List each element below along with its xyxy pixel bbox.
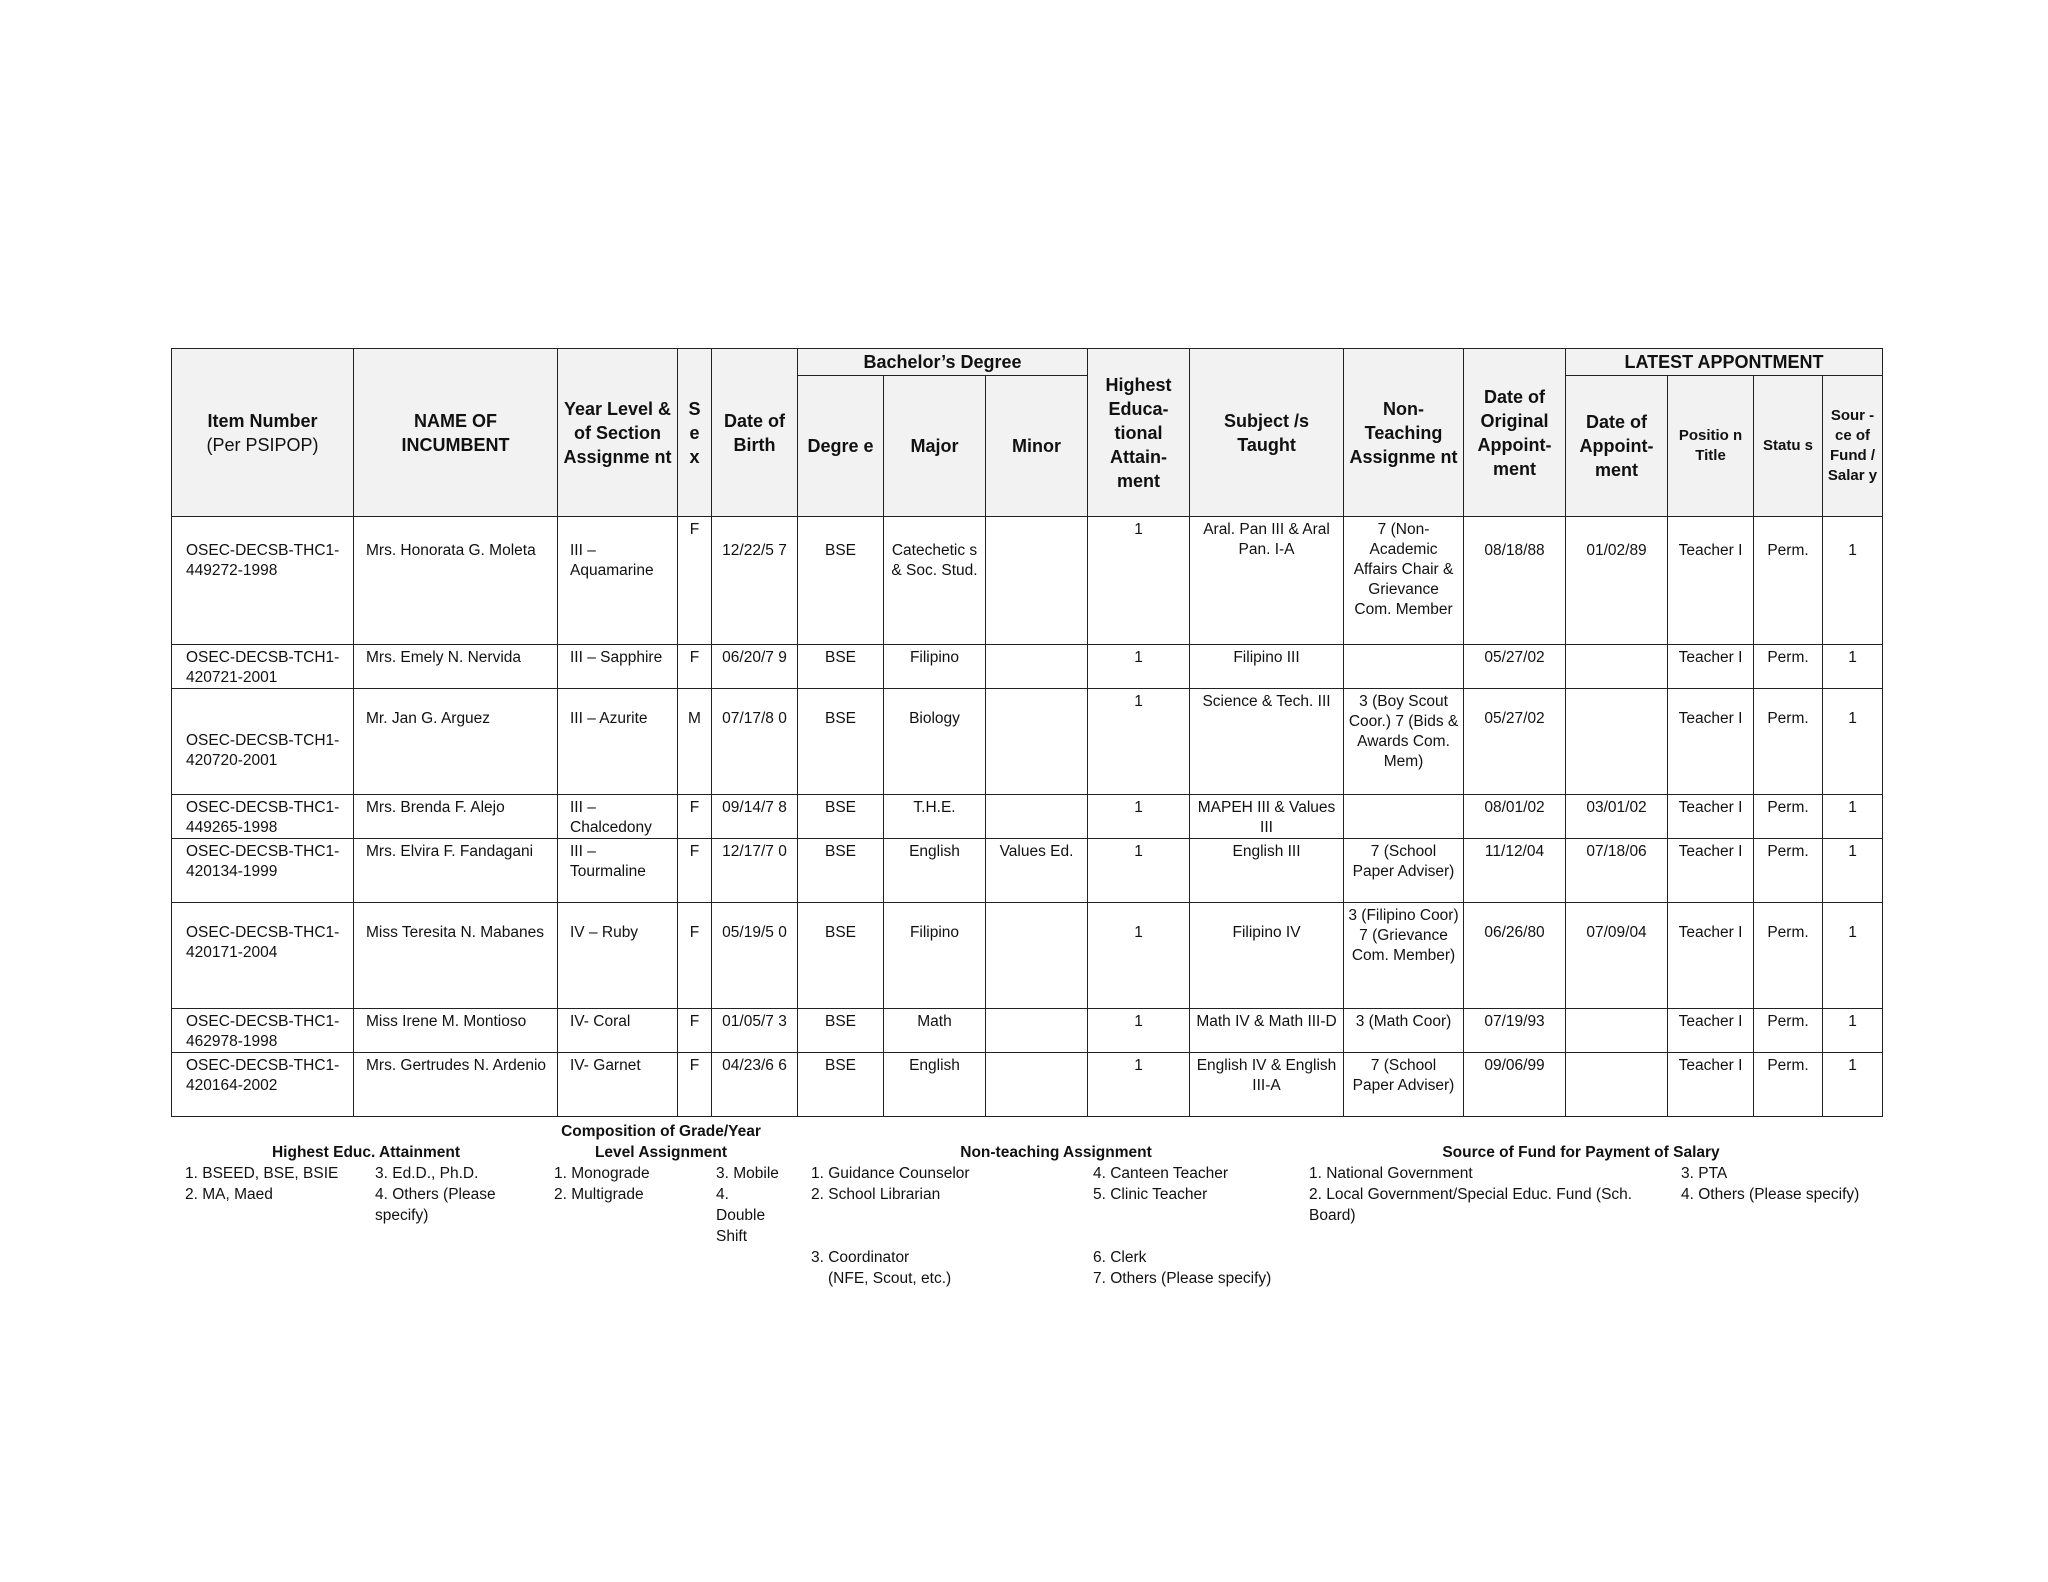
- legend-educ-item: 4. Others (Please specify): [375, 1186, 496, 1224]
- educ-cell: 1: [1088, 689, 1190, 795]
- table-row: [172, 903, 1883, 1009]
- status-cell: Perm.: [1754, 795, 1823, 839]
- item-number-cell: OSEC-DECSB-THC1-420171-2004: [172, 903, 354, 1009]
- fund-cell: 1: [1823, 839, 1883, 903]
- minor-cell: [986, 795, 1088, 839]
- legend-composition-title: Composition of Grade/Year Level Assignment: [561, 1123, 761, 1161]
- header-non-teaching: Non- Teaching Assignme nt: [1344, 349, 1464, 517]
- major-cell: English: [884, 839, 986, 903]
- table-row: [172, 839, 1883, 903]
- position-cell: Teacher I: [1668, 689, 1754, 795]
- status-cell: Perm.: [1754, 1009, 1823, 1053]
- status-cell: Perm.: [1754, 839, 1823, 903]
- status-cell: Perm.: [1754, 517, 1823, 645]
- subjects-cell: Aral. Pan III & Aral Pan. I-A: [1190, 517, 1344, 645]
- original-appointment-cell: 08/18/88: [1464, 517, 1566, 645]
- original-appointment-cell: 05/27/02: [1464, 689, 1566, 795]
- status-cell: Perm.: [1754, 903, 1823, 1009]
- item-number-cell: OSEC-DECSB-THC1-449272-1998: [172, 517, 354, 645]
- legend-nonteaching-item: 2. School Librarian: [811, 1186, 941, 1203]
- table-row: [172, 517, 1883, 645]
- table-header: [172, 349, 1883, 517]
- header-highest-educ: Highest Educa- tional Attain- ment: [1088, 349, 1190, 517]
- legend-fund-item: 1. National Government: [1309, 1165, 1473, 1182]
- item-number-cell: OSEC-DECSB-THC1-420164-2002: [172, 1053, 354, 1117]
- header-year-level: Year Level & of Section Assignme nt: [558, 349, 678, 517]
- nonteaching-cell: 3 (Boy Scout Coor.) 7 (Bids & Awards Com. Mem): [1344, 689, 1464, 795]
- item-number-cell: OSEC-DECSB-THC1-420134-1999: [172, 839, 354, 903]
- degree-cell: BSE: [798, 517, 884, 645]
- educ-cell: 1: [1088, 795, 1190, 839]
- fund-cell: 1: [1823, 903, 1883, 1009]
- position-cell: Teacher I: [1668, 839, 1754, 903]
- legend-nonteaching-title: Non-teaching Assignment: [960, 1144, 1152, 1161]
- dob-cell: 12/17/7 0: [712, 839, 798, 903]
- legend-educ-item: 2. MA, Maed: [185, 1186, 273, 1203]
- subjects-cell: MAPEH III & Values III: [1190, 795, 1344, 839]
- header-major: Major: [884, 376, 986, 517]
- major-cell: T.H.E.: [884, 795, 986, 839]
- appointment-cell: 01/02/89: [1566, 517, 1668, 645]
- year-cell: III – Tourmaline: [558, 839, 678, 903]
- sex-cell: F: [678, 903, 712, 1009]
- degree-cell: BSE: [798, 839, 884, 903]
- educ-cell: 1: [1088, 1009, 1190, 1053]
- legend-educ-item: 1. BSEED, BSE, BSIE: [185, 1165, 339, 1182]
- legend-composition-item: 3. Mobile: [716, 1165, 779, 1182]
- appointment-cell: [1566, 1009, 1668, 1053]
- educ-cell: 1: [1088, 903, 1190, 1009]
- fund-cell: 1: [1823, 517, 1883, 645]
- header-bachelors-degree: Bachelor’s Degree: [798, 349, 1088, 376]
- dob-cell: 06/20/7 9: [712, 645, 798, 689]
- dob-cell: 12/22/5 7: [712, 517, 798, 645]
- table-row: [172, 689, 1883, 795]
- nonteaching-cell: 7 (School Paper Adviser): [1344, 839, 1464, 903]
- position-cell: Teacher I: [1668, 1053, 1754, 1117]
- appointment-cell: 07/09/04: [1566, 903, 1668, 1009]
- major-cell: Biology: [884, 689, 986, 795]
- sex-cell: F: [678, 839, 712, 903]
- minor-cell: [986, 689, 1088, 795]
- name-cell: Mrs. Honorata G. Moleta: [354, 517, 558, 645]
- year-cell: IV- Coral: [558, 1009, 678, 1053]
- nonteaching-cell: 3 (Filipino Coor) 7 (Grievance Com. Member): [1344, 903, 1464, 1009]
- legend-fund-item: 4. Others (Please specify): [1681, 1186, 1860, 1203]
- sex-cell: M: [678, 689, 712, 795]
- year-cell: III – Aquamarine: [558, 517, 678, 645]
- minor-cell: [986, 517, 1088, 645]
- header-degree: Degre e: [798, 376, 884, 517]
- legend-composition-item: 2. Multigrade: [554, 1186, 644, 1203]
- legend-nonteaching-item: 4. Canteen Teacher: [1093, 1165, 1229, 1182]
- status-cell: Perm.: [1754, 1053, 1823, 1117]
- header-date-original: Date of Original Appoint- ment: [1464, 349, 1566, 517]
- legend-composition-item: 1. Monograde: [554, 1165, 650, 1182]
- degree-cell: BSE: [798, 795, 884, 839]
- name-cell: Mrs. Gertrudes N. Ardenio: [354, 1053, 558, 1117]
- dob-cell: 01/05/7 3: [712, 1009, 798, 1053]
- year-cell: IV – Ruby: [558, 903, 678, 1009]
- educ-cell: 1: [1088, 517, 1190, 645]
- legend-nonteaching-item: 6. Clerk: [1093, 1249, 1147, 1266]
- nonteaching-cell: [1344, 645, 1464, 689]
- major-cell: Math: [884, 1009, 986, 1053]
- subjects-cell: English IV & English III-A: [1190, 1053, 1344, 1117]
- year-cell: IV- Garnet: [558, 1053, 678, 1117]
- header-status: Statu s: [1754, 376, 1823, 517]
- header-date-appointment: Date of Appoint- ment: [1566, 376, 1668, 517]
- table-body: [172, 517, 1883, 1117]
- original-appointment-cell: 11/12/04: [1464, 839, 1566, 903]
- legend-educ-title: Highest Educ. Attainment: [271, 1144, 461, 1161]
- legend-nonteaching-item: 7. Others (Please specify): [1093, 1270, 1272, 1287]
- major-cell: English: [884, 1053, 986, 1117]
- table-row: [172, 1009, 1883, 1053]
- header-dob: Date of Birth: [712, 349, 798, 517]
- name-cell: Miss Irene M. Montioso: [354, 1009, 558, 1053]
- appointment-cell: [1566, 645, 1668, 689]
- legend-nonteaching-item: 3. Coordinator: [811, 1249, 910, 1266]
- position-cell: Teacher I: [1668, 517, 1754, 645]
- name-cell: Miss Teresita N. Mabanes: [354, 903, 558, 1009]
- header-source-fund: Sour -ce of Fund / Salar y: [1823, 376, 1883, 517]
- position-cell: Teacher I: [1668, 645, 1754, 689]
- original-appointment-cell: 05/27/02: [1464, 645, 1566, 689]
- dob-cell: 04/23/6 6: [712, 1053, 798, 1117]
- name-cell: Mr. Jan G. Arguez: [354, 689, 558, 795]
- subjects-cell: Filipino IV: [1190, 903, 1344, 1009]
- legend-nonteaching-item: 1. Guidance Counselor: [811, 1165, 970, 1182]
- sex-cell: F: [678, 517, 712, 645]
- major-cell: Filipino: [884, 903, 986, 1009]
- dob-cell: 05/19/5 0: [712, 903, 798, 1009]
- appointment-cell: [1566, 1053, 1668, 1117]
- header-item-number: Item Number (Per PSIPOP): [172, 349, 354, 517]
- nonteaching-cell: 3 (Math Coor): [1344, 1009, 1464, 1053]
- major-cell: Catechetic s & Soc. Stud.: [884, 517, 986, 645]
- degree-cell: BSE: [798, 645, 884, 689]
- header-minor: Minor: [986, 376, 1088, 517]
- table-row: [172, 645, 1883, 689]
- header-name: NAME OF INCUMBENT: [354, 349, 558, 517]
- educ-cell: 1: [1088, 839, 1190, 903]
- item-number-cell: OSEC-DECSB-TCH1-420720-2001: [172, 689, 354, 795]
- fund-cell: 1: [1823, 689, 1883, 795]
- educ-cell: 1: [1088, 1053, 1190, 1117]
- dob-cell: 09/14/7 8: [712, 795, 798, 839]
- appointment-cell: 03/01/02: [1566, 795, 1668, 839]
- table-row: [172, 795, 1883, 839]
- nonteaching-cell: 7 (School Paper Adviser): [1344, 1053, 1464, 1117]
- fund-cell: 1: [1823, 795, 1883, 839]
- minor-cell: [986, 1053, 1088, 1117]
- degree-cell: BSE: [798, 1053, 884, 1117]
- sex-cell: F: [678, 645, 712, 689]
- item-number-cell: OSEC-DECSB-TCH1-420721-2001: [172, 645, 354, 689]
- name-cell: Mrs. Emely N. Nervida: [354, 645, 558, 689]
- legend-composition-item: 4. Double Shift: [716, 1186, 766, 1245]
- degree-cell: BSE: [798, 903, 884, 1009]
- year-cell: III – Sapphire: [558, 645, 678, 689]
- legend-fund-item: 2. Local Government/Special Educ. Fund (Sch. Board): [1309, 1186, 1633, 1224]
- position-cell: Teacher I: [1668, 903, 1754, 1009]
- item-number-cell: OSEC-DECSB-THC1-462978-1998: [172, 1009, 354, 1053]
- nonteaching-cell: [1344, 795, 1464, 839]
- original-appointment-cell: 08/01/02: [1464, 795, 1566, 839]
- sex-cell: F: [678, 795, 712, 839]
- teacher-roster-table: [171, 348, 1883, 1117]
- status-cell: Perm.: [1754, 645, 1823, 689]
- nonteaching-cell: 7 (Non-Academic Affairs Chair & Grievance Com. Member: [1344, 517, 1464, 645]
- legend-educ-item: 3. Ed.D., Ph.D.: [375, 1165, 479, 1182]
- header-latest-appointment: LATEST APPONTMENT: [1566, 349, 1883, 376]
- minor-cell: [986, 903, 1088, 1009]
- dob-cell: 07/17/8 0: [712, 689, 798, 795]
- position-cell: Teacher I: [1668, 795, 1754, 839]
- legend-fund-title: Source of Fund for Payment of Salary: [1442, 1144, 1720, 1161]
- legend-fund-item: 3. PTA: [1681, 1165, 1728, 1182]
- minor-cell: Values Ed.: [986, 839, 1088, 903]
- subjects-cell: Filipino III: [1190, 645, 1344, 689]
- year-cell: III – Chalcedony: [558, 795, 678, 839]
- subjects-cell: English III: [1190, 839, 1344, 903]
- appointment-cell: 07/18/06: [1566, 839, 1668, 903]
- fund-cell: 1: [1823, 1009, 1883, 1053]
- original-appointment-cell: 07/19/93: [1464, 1009, 1566, 1053]
- degree-cell: BSE: [798, 689, 884, 795]
- appointment-cell: [1566, 689, 1668, 795]
- major-cell: Filipino: [884, 645, 986, 689]
- name-cell: Mrs. Elvira F. Fandagani: [354, 839, 558, 903]
- degree-cell: BSE: [798, 1009, 884, 1053]
- fund-cell: 1: [1823, 645, 1883, 689]
- original-appointment-cell: 09/06/99: [1464, 1053, 1566, 1117]
- original-appointment-cell: 06/26/80: [1464, 903, 1566, 1009]
- subjects-cell: Science & Tech. III: [1190, 689, 1344, 795]
- table-row: [172, 1053, 1883, 1117]
- fund-cell: 1: [1823, 1053, 1883, 1117]
- educ-cell: 1: [1088, 645, 1190, 689]
- minor-cell: [986, 1009, 1088, 1053]
- legend-nonteaching-item: 5. Clinic Teacher: [1093, 1186, 1208, 1203]
- sex-cell: F: [678, 1009, 712, 1053]
- year-cell: III – Azurite: [558, 689, 678, 795]
- sex-cell: F: [678, 1053, 712, 1117]
- legend-nonteaching-item: (NFE, Scout, etc.): [828, 1270, 952, 1287]
- item-number-cell: OSEC-DECSB-THC1-449265-1998: [172, 795, 354, 839]
- header-subjects: Subject /s Taught: [1190, 349, 1344, 517]
- position-cell: Teacher I: [1668, 1009, 1754, 1053]
- name-cell: Mrs. Brenda F. Alejo: [354, 795, 558, 839]
- subjects-cell: Math IV & Math III-D: [1190, 1009, 1344, 1053]
- status-cell: Perm.: [1754, 689, 1823, 795]
- minor-cell: [986, 645, 1088, 689]
- legend: [171, 1118, 1891, 1298]
- header-sex: S e x: [678, 349, 712, 517]
- header-position: Positio n Title: [1668, 376, 1754, 517]
